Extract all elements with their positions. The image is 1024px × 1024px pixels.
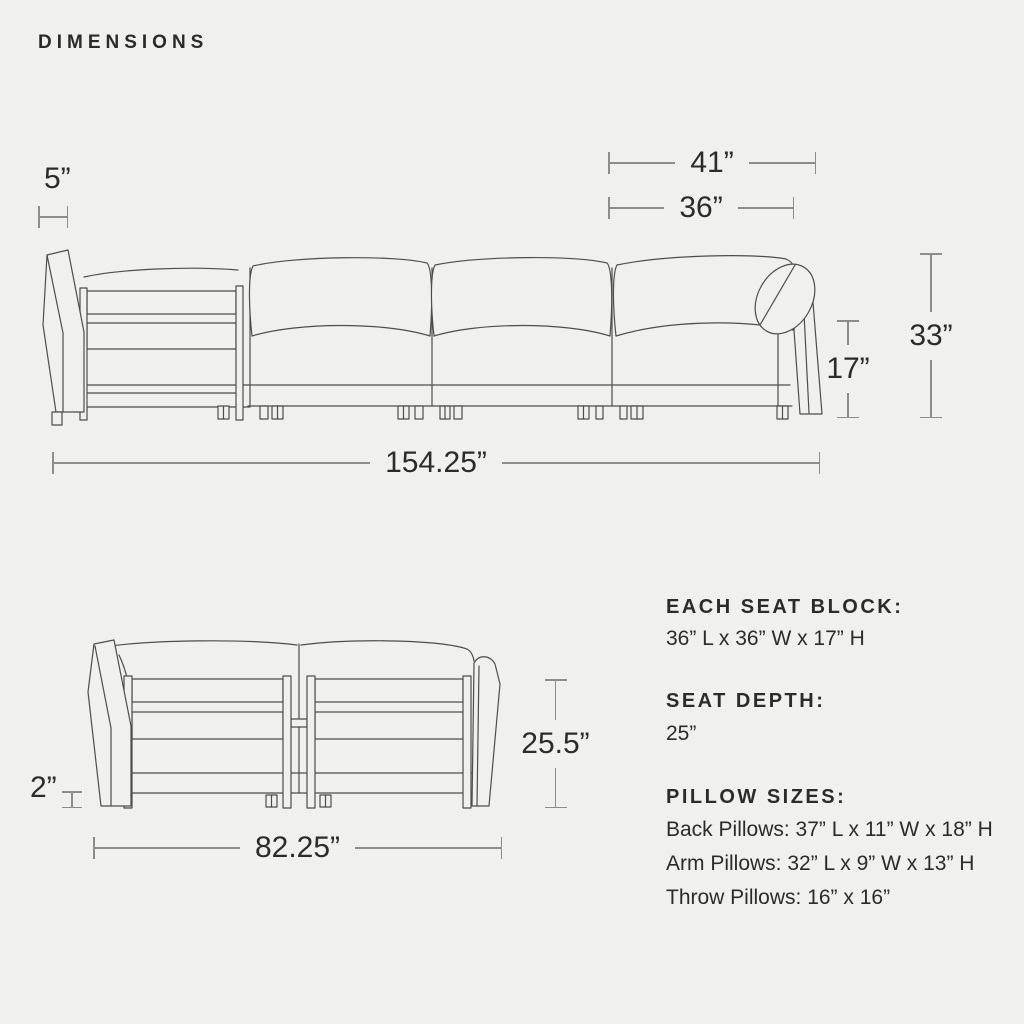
dim-overall-height: [903, 253, 959, 418]
frame-top-rail: [315, 679, 463, 702]
dim-label: 82.25”: [254, 831, 341, 864]
side-view-drawing: [43, 250, 827, 425]
dim-tick: [62, 807, 82, 809]
frame-post: [236, 286, 243, 420]
dim-overall-depth: [93, 833, 502, 863]
frame-post: [463, 676, 471, 808]
page-title: DIMENSIONS: [38, 32, 209, 53]
dim-leg-height-label: 2”: [30, 771, 57, 804]
seat-base-lines: [248, 332, 792, 406]
dim-label: 33”: [909, 318, 953, 352]
dim-line: [555, 681, 557, 720]
corner-back-cushion: [84, 268, 238, 277]
base-band: [105, 773, 482, 793]
dim-tick: [501, 837, 503, 859]
spec-heading-seat-depth: SEAT DEPTH:: [666, 690, 826, 712]
dim-tick: [793, 197, 795, 219]
spec-seat-depth-value: 25”: [666, 722, 697, 745]
dim-line: [502, 462, 819, 464]
dim-label: 17”: [826, 352, 870, 385]
dim-leg-height-line: [62, 791, 82, 808]
dim-label: 36”: [679, 191, 723, 224]
dim-back-cushion-overhang-label: 5”: [44, 162, 71, 195]
dim-tick: [920, 417, 942, 419]
back-cushion-top: [97, 641, 474, 661]
dim-seat-block: [608, 193, 794, 223]
dim-line: [610, 207, 665, 209]
spec-heading-seat-block: EACH SEAT BLOCK:: [666, 596, 904, 618]
back-view-drawing: [88, 640, 500, 808]
dim-back-frame-height: [517, 679, 594, 808]
dim-tick: [545, 807, 567, 809]
frame-mid-rail: [87, 323, 236, 349]
sofa-feet: [266, 795, 331, 807]
frame-top-rail: [87, 291, 236, 314]
dim-tick: [67, 206, 69, 228]
spec-throw-pillows: Throw Pillows: 16” x 16”: [666, 886, 891, 909]
foot: [52, 412, 62, 425]
dim-label: 25.5”: [521, 726, 590, 760]
dim-corner-seat-outer: [608, 148, 816, 178]
dim-seat-height: [822, 320, 874, 418]
dim-tick: [815, 152, 817, 174]
dim-line: [749, 162, 815, 164]
dim-line: [930, 360, 932, 417]
spec-back-pillows: Back Pillows: 37” L x 11” W x 18” H: [666, 818, 993, 841]
frame-mid-rail: [132, 712, 283, 739]
dim-label: 154.25”: [385, 446, 487, 479]
dim-line: [71, 793, 73, 807]
back-cushion: [431, 258, 611, 336]
frame-mid-rail: [315, 712, 463, 739]
spec-seat-block-size: 36” L x 36” W x 17” H: [666, 627, 865, 650]
frame-post: [307, 676, 315, 808]
dim-line: [40, 216, 67, 218]
frame-top-rail: [132, 679, 283, 702]
dim-tick: [837, 417, 859, 419]
right-arm: [472, 657, 500, 806]
spec-heading-pillow-sizes: PILLOW SIZES:: [666, 786, 847, 808]
dim-line: [930, 255, 932, 312]
dim-line: [847, 393, 849, 417]
dim-line: [95, 847, 240, 849]
dim-back-cushion-overhang-line: [38, 206, 68, 228]
dim-line: [355, 847, 500, 849]
dim-line: [847, 322, 849, 346]
dim-overall-length: [52, 448, 820, 478]
dim-tick: [819, 452, 821, 474]
connector-bracket: [291, 719, 307, 727]
frame-post: [283, 676, 291, 808]
dim-line: [738, 207, 793, 209]
dim-line: [555, 768, 557, 807]
dim-line: [54, 462, 371, 464]
spec-arm-pillows: Arm Pillows: 32” L x 9” W x 13” H: [666, 852, 975, 875]
dim-label: 41”: [690, 146, 734, 179]
sofa-feet: [218, 406, 788, 419]
dim-line: [610, 162, 676, 164]
back-cushion: [249, 258, 431, 336]
corner-base: [60, 385, 250, 407]
